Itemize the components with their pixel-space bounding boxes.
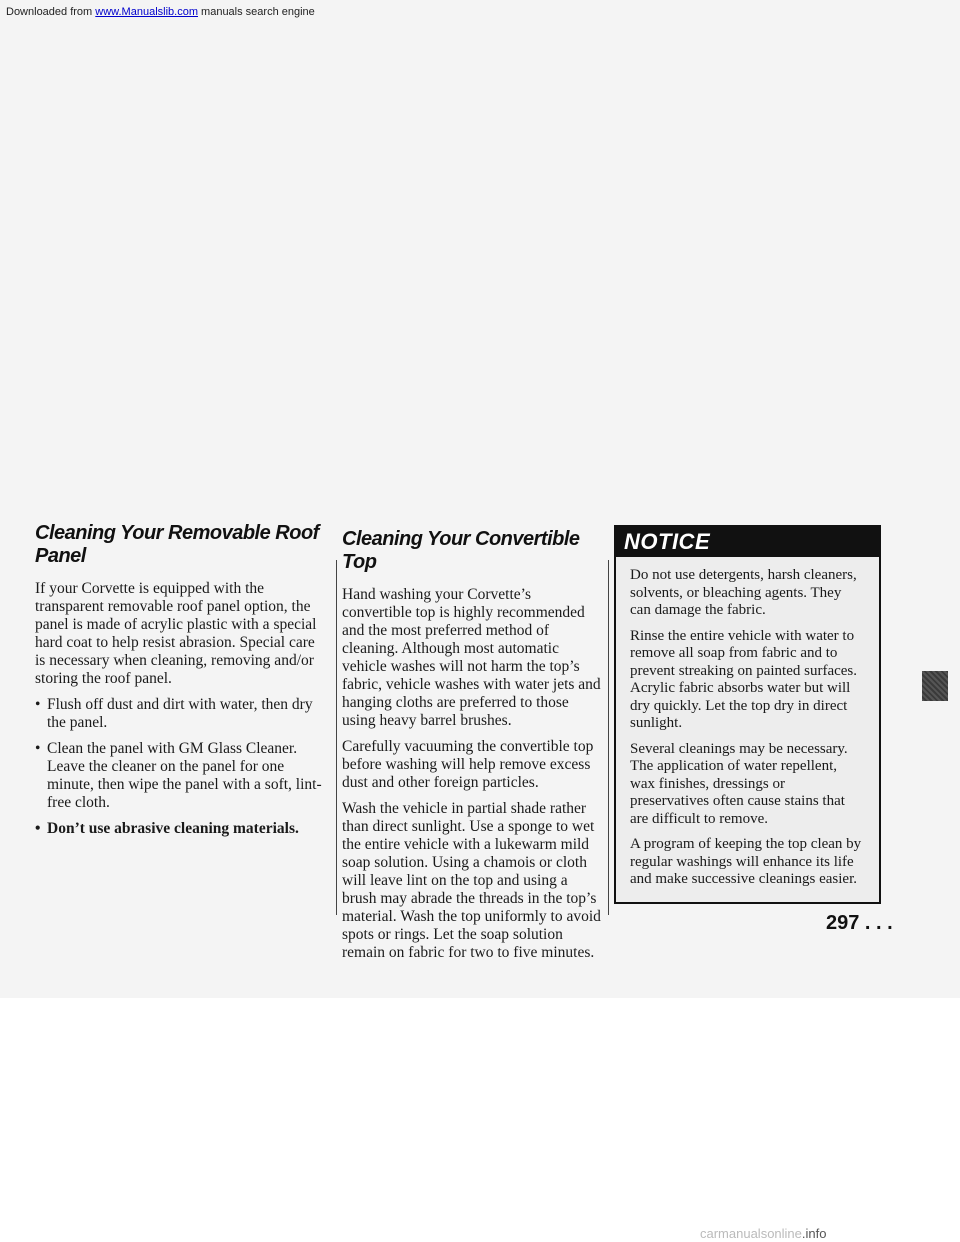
roof-panel-title: Cleaning Your Removable Roof Panel: [35, 522, 319, 567]
header-suffix: manuals search engine: [197, 6, 315, 18]
roof-panel-bullets: [35, 696, 327, 838]
notice-body: [616, 557, 879, 889]
notice-paragraph: A program of keeping the top clean by regular washings will enhance its life and make successive cleanings easier.: [630, 836, 862, 887]
list-item: [35, 740, 327, 812]
bullet-text: Clean the panel with GM Glass Cleaner. Leave the cleaner on the panel for one minute, then wipe the panel with a soft, lint-free cloth.: [47, 740, 322, 811]
convertible-paragraph: Hand washing your Corvette’s convertible top is highly recommended and the most preferred method of cleaning. Although most automatic vehicle washes will not harm the top’s fabric, vehicle washes with water jets and hanging cloths are preferred to those using heavy barrel brushes.: [342, 586, 601, 729]
watermark-site: carmanualsonline: [700, 1226, 802, 1241]
bullet-text: Don’t use abrasive cleaning materials.: [47, 820, 299, 837]
header-prefix: Downloaded from: [6, 6, 96, 18]
roof-panel-section: [35, 522, 327, 846]
convertible-paragraph: Wash the vehicle in partial shade rather than direct sunlight. Use a sponge to wet the entire vehicle with a lukewarm mild soap solution. Using a chamois or cloth will leave lint on the top and using a brush may abrade the threads in the top’s material. Wash the top uniformly to avoid spots or rings. Let the soap solution remain on fabric for two to five minutes.: [342, 800, 601, 961]
bullet-icon: •: [35, 740, 41, 757]
bullet-icon: •: [35, 820, 41, 837]
manualslib-link[interactable]: www.Manualslib.com: [95, 6, 198, 18]
roof-panel-intro: If your Corvette is equipped with the transparent removable roof panel option, the panel is made of acrylic plastic with a special hard coat to help resist abrasion. Special care is necessary when cleaning, removing and/or storing the roof panel.: [35, 580, 317, 687]
bullet-icon: •: [35, 696, 41, 713]
watermark-tld: .info: [801, 1226, 827, 1241]
notice-box: [614, 525, 881, 904]
list-item: [35, 696, 327, 732]
notice-paragraph: Several cleanings may be necessary. The application of water repellent, wax finishes, dressings or preservatives often cause stains that are difficult to remove.: [630, 740, 848, 827]
download-source-line: [6, 6, 315, 18]
convertible-paragraph: Carefully vacuuming the convertible top before washing will help remove excess dust and other foreign particles.: [342, 738, 594, 791]
notice-paragraph: Do not use detergents, harsh cleaners, solvents, or bleaching agents. They can damage the fabric.: [630, 567, 857, 618]
list-item: [35, 820, 327, 838]
notice-heading: NOTICE: [616, 527, 879, 557]
page-number: 297 . . .: [826, 912, 893, 934]
convertible-top-title: Cleaning Your Convertible Top: [342, 528, 580, 573]
column-divider: [336, 560, 337, 915]
bullet-text: Flush off dust and dirt with water, then dry the panel.: [47, 696, 313, 731]
watermark: [700, 1226, 826, 1241]
convertible-top-section: [342, 528, 604, 970]
column-divider: [608, 560, 609, 915]
notice-paragraph: Rinse the entire vehicle with water to remove all soap from fabric and to prevent streaking on painted surfaces. Acrylic fabric absorbs water but will dry quickly. Let the top dry in direct sunlight.: [630, 627, 857, 731]
section-tab-marker: [922, 671, 948, 701]
